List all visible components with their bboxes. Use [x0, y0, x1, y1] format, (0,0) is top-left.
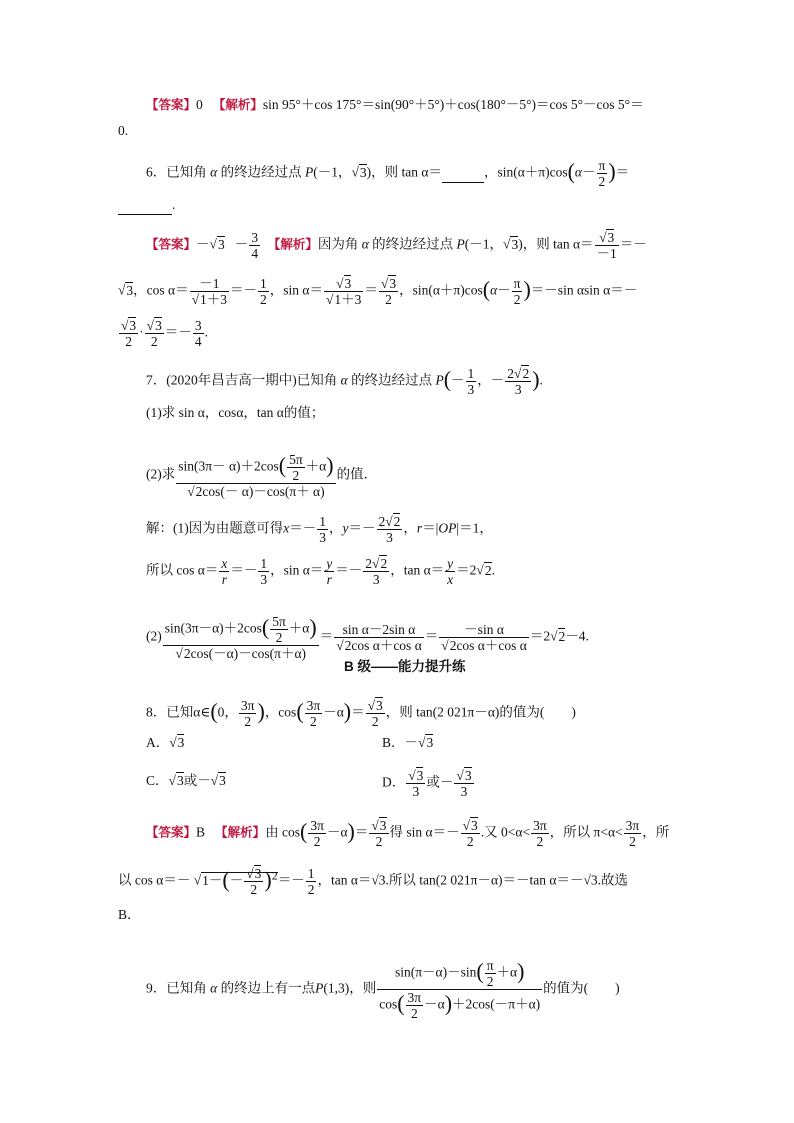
- q6-analysis-line3: $\frac{√3}{2}$ · $\frac{√3}{2}$ ＝－ $\frac{3}{4}$ .: [121, 318, 208, 349]
- answer-blank-1[interactable]: [442, 164, 484, 183]
- option-b[interactable]: B．－√3: [382, 735, 434, 750]
- q6-stem: 6．已知角 α 的终边经过点 P(－1，√3)，则 tan α＝ ，sin(α＋π)cos(α－ $\frac{\pi}{2}$ )＝: [146, 158, 630, 189]
- q5-answer: 0: [196, 97, 203, 112]
- q7-solution-1: 解：(1)因为由题意可得x＝－ $\frac{1}{3}$ ，y＝－ $\frac{2√2}{3}$ ，r＝|OP|＝1，: [146, 514, 493, 545]
- q6-blank-2-line: .: [118, 196, 175, 215]
- option-c[interactable]: C．√3或－√3: [146, 773, 226, 788]
- analysis-label: 【解析】: [212, 98, 263, 112]
- q9-stem: 9．已知角 α 的终边上有一点P(1,3)，则 sin(π－α)－sin( $\frac{\pi}{2}$ ＋α) cos( $\frac{3\pi}{2}$ －α)＋2cos(－π＋α) 的值为( ): [146, 958, 620, 1021]
- section-b-heading: B 级——能力提升练: [344, 659, 466, 674]
- q7-stem: 7．(2020年昌吉高一期中)已知角 α 的终边经过点 P(－ $\frac{1}{3}$ ，－ $\frac{2√2}{3}$ ).: [146, 366, 543, 397]
- answer-label: 【答案】: [146, 98, 197, 112]
- q7-part1: (1)求 sin α，cosα，tan α的值；: [146, 405, 325, 420]
- option-d[interactable]: D． $\frac{√3}{3}$ 或－ $\frac{√3}{3}$: [382, 768, 472, 799]
- q7-part2: (2)求 sin(3π－ α)＋2cos( $\frac{5\pi}{2}$ ＋α) √2cos(－ α)－cos(π＋ α) 的值．: [146, 452, 378, 499]
- q8-answer-line: 【答案】B 【解析】由 cos( $\frac{3\pi}{2}$ －α)＝ $\frac{√3}{2}$ 得 sin α＝－ $\frac{√3}{2}$ .又 0<α< $\frac{3\pi}{2}$ ，所以 π<α< $\frac{3\pi}{2}$ ，所: [146, 818, 670, 849]
- q5-analysis-cont: 0.: [118, 123, 129, 138]
- q7-solution-2: 所以 cos α＝ $\frac{x}{r}$ ＝－ $\frac{1}{3}$ ，sin α＝ $\frac{y}{r}$ ＝－ $\frac{2√2}{3}$ ，tan α＝ $\frac{y}{x}$ ＝2√2.: [146, 556, 495, 587]
- q8-analysis-line3: B．: [118, 907, 141, 922]
- q6-answer-line: 【答案】－√3 － $\frac{3}{4}$ 【解析】因为角 α 的终边经过点 P(－1，√3)，则 tan α＝ $\frac{√3}{-1}$ ＝－: [146, 230, 647, 261]
- q8-analysis-line2: 以 cos α＝－ √1－(－ $\frac{√3}{2}$ )$^2$＝－ $\frac{1}{2}$ ，tan α＝√3.所以 tan(2 021π－α)＝－tan α＝－√3.故选: [118, 866, 629, 897]
- q7-solution-3: (2) sin(3π－α)＋2cos( $\frac{5\pi}{2}$ ＋α) √2cos(－α)－cos(π＋α) ＝ $\frac{\text{sin α－2sin α}}{\text{√2cos α＋cos α}}$ ＝ $\frac{\text{－sin α}}{\text{√2cos α＋cos α}}$ ＝2√2－4.: [146, 614, 589, 661]
- q5-answer-line: [146, 96, 644, 114]
- q8-stem: 8．已知α∈(0， $\frac{3\pi}{2}$ )，cos( $\frac{3\pi}{2}$ －α)＝ $\frac{√3}{2}$ ，则 tan(2 021π－α)的值为( ): [146, 698, 576, 729]
- q6-analysis-line2: √3，cos α＝ $\frac{-1}{√1+3}$ ＝－ $\frac{1}{2}$ ，sin α＝ $\frac{√3}{√1+3}$ ＝ $\frac{√3}{2}$ ，sin(α＋π)cos(α－ $\frac{\pi}{2}$ )＝－sin αsin α＝－: [118, 276, 638, 307]
- answer-blank-2[interactable]: [118, 196, 172, 215]
- q5-analysis: sin 95°＋cos 175°＝sin(90°＋5°)＋cos(180°－5°)＝cos 5°－cos 5°＝: [262, 97, 644, 112]
- option-a[interactable]: A．√3: [146, 735, 185, 750]
